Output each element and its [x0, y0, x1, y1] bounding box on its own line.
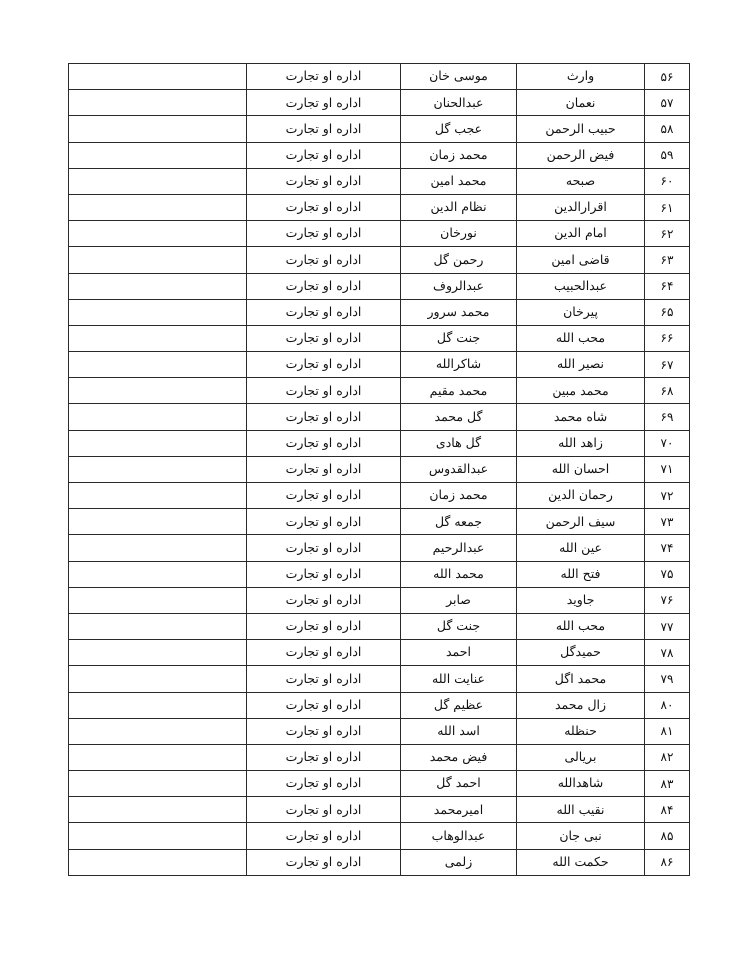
department-cell: اداره او تجارت	[247, 247, 401, 273]
table-row	[69, 378, 690, 404]
blank-cell	[69, 483, 247, 509]
department-cell: اداره او تجارت	[247, 404, 401, 430]
father-name-cell: نظام الدین	[401, 194, 517, 220]
name-cell: شاه محمد	[517, 404, 645, 430]
table-row	[69, 613, 690, 639]
blank-cell	[69, 194, 247, 220]
row-number-cell: ۸۳	[645, 771, 690, 797]
blank-cell	[69, 692, 247, 718]
father-name-cell: محمد زمان	[401, 483, 517, 509]
name-cell: حکمت الله	[517, 849, 645, 875]
father-name-cell: محمد الله	[401, 561, 517, 587]
row-number-cell: ۶۳	[645, 247, 690, 273]
father-name-cell: رحمن گل	[401, 247, 517, 273]
father-name-cell: محمد زمان	[401, 142, 517, 168]
table-row	[69, 823, 690, 849]
row-number-cell: ۸۲	[645, 744, 690, 770]
name-cell: صبحه	[517, 168, 645, 194]
blank-cell	[69, 640, 247, 666]
blank-cell	[69, 797, 247, 823]
table-row	[69, 744, 690, 770]
department-cell: اداره او تجارت	[247, 561, 401, 587]
row-number-cell: ۵۷	[645, 90, 690, 116]
name-cell: نقیب الله	[517, 797, 645, 823]
row-number-cell: ۶۱	[645, 194, 690, 220]
row-number-cell: ۸۴	[645, 797, 690, 823]
name-cell: بریالی	[517, 744, 645, 770]
blank-cell	[69, 613, 247, 639]
row-number-cell: ۷۳	[645, 509, 690, 535]
blank-cell	[69, 116, 247, 142]
blank-cell	[69, 430, 247, 456]
row-number-cell: ۷۴	[645, 535, 690, 561]
father-name-cell: عنایت الله	[401, 666, 517, 692]
blank-cell	[69, 535, 247, 561]
row-number-cell: ۷۵	[645, 561, 690, 587]
table-row	[69, 404, 690, 430]
department-cell: اداره او تجارت	[247, 325, 401, 351]
department-cell: اداره او تجارت	[247, 168, 401, 194]
blank-cell	[69, 378, 247, 404]
department-cell: اداره او تجارت	[247, 378, 401, 404]
father-name-cell: جمعه گل	[401, 509, 517, 535]
row-number-cell: ۸۱	[645, 718, 690, 744]
father-name-cell: جنت گل	[401, 613, 517, 639]
department-cell: اداره او تجارت	[247, 535, 401, 561]
father-name-cell: عجب گل	[401, 116, 517, 142]
table-row	[69, 483, 690, 509]
father-name-cell: صابر	[401, 587, 517, 613]
table-row	[69, 352, 690, 378]
row-number-cell: ۵۹	[645, 142, 690, 168]
table-row	[69, 142, 690, 168]
father-name-cell: فیض محمد	[401, 744, 517, 770]
row-number-cell: ۶۹	[645, 404, 690, 430]
blank-cell	[69, 849, 247, 875]
table-row	[69, 797, 690, 823]
name-cell: نعمان	[517, 90, 645, 116]
blank-cell	[69, 456, 247, 482]
table-row	[69, 666, 690, 692]
name-cell: محب الله	[517, 613, 645, 639]
blank-cell	[69, 718, 247, 744]
blank-cell	[69, 666, 247, 692]
father-name-cell: محمد مقیم	[401, 378, 517, 404]
department-cell: اداره او تجارت	[247, 509, 401, 535]
row-number-cell: ۶۴	[645, 273, 690, 299]
table-row	[69, 194, 690, 220]
blank-cell	[69, 352, 247, 378]
department-cell: اداره او تجارت	[247, 64, 401, 90]
table-row	[69, 718, 690, 744]
name-cell: محب الله	[517, 325, 645, 351]
name-cell: وارث	[517, 64, 645, 90]
father-name-cell: احمد گل	[401, 771, 517, 797]
name-cell: محمد اگل	[517, 666, 645, 692]
name-cell: نبی جان	[517, 823, 645, 849]
row-number-cell: ۷۲	[645, 483, 690, 509]
table-row	[69, 535, 690, 561]
name-cell: قاضی امین	[517, 247, 645, 273]
table-row	[69, 640, 690, 666]
name-cell: زاهد الله	[517, 430, 645, 456]
department-cell: اداره او تجارت	[247, 666, 401, 692]
department-cell: اداره او تجارت	[247, 273, 401, 299]
blank-cell	[69, 587, 247, 613]
name-cell: احسان الله	[517, 456, 645, 482]
table-row	[69, 325, 690, 351]
blank-cell	[69, 509, 247, 535]
table-row	[69, 247, 690, 273]
name-cell: سیف الرحمن	[517, 509, 645, 535]
row-number-cell: ۷۹	[645, 666, 690, 692]
father-name-cell: محمد سرور	[401, 299, 517, 325]
row-number-cell: ۸۵	[645, 823, 690, 849]
blank-cell	[69, 325, 247, 351]
name-cell: پیرخان	[517, 299, 645, 325]
table-row	[69, 509, 690, 535]
father-name-cell: نورخان	[401, 221, 517, 247]
department-cell: اداره او تجارت	[247, 849, 401, 875]
name-cell: جاوید	[517, 587, 645, 613]
row-number-cell: ۶۵	[645, 299, 690, 325]
table-row	[69, 221, 690, 247]
department-cell: اداره او تجارت	[247, 116, 401, 142]
department-cell: اداره او تجارت	[247, 142, 401, 168]
father-name-cell: موسی خان	[401, 64, 517, 90]
blank-cell	[69, 771, 247, 797]
name-cell: فیض الرحمن	[517, 142, 645, 168]
name-cell: عبدالحبیب	[517, 273, 645, 299]
department-cell: اداره او تجارت	[247, 483, 401, 509]
blank-cell	[69, 90, 247, 116]
table-row	[69, 299, 690, 325]
father-name-cell: زلمی	[401, 849, 517, 875]
name-cell: عین الله	[517, 535, 645, 561]
table-row	[69, 561, 690, 587]
table-row	[69, 771, 690, 797]
father-name-cell: عبدالحنان	[401, 90, 517, 116]
table-row	[69, 456, 690, 482]
father-name-cell: گل هادی	[401, 430, 517, 456]
department-cell: اداره او تجارت	[247, 430, 401, 456]
names-table	[68, 63, 690, 876]
name-cell: حمیدگل	[517, 640, 645, 666]
table-row	[69, 273, 690, 299]
blank-cell	[69, 273, 247, 299]
blank-cell	[69, 221, 247, 247]
father-name-cell: عبدالوهاب	[401, 823, 517, 849]
blank-cell	[69, 142, 247, 168]
row-number-cell: ۷۸	[645, 640, 690, 666]
father-name-cell: احمد	[401, 640, 517, 666]
father-name-cell: عبدالرحیم	[401, 535, 517, 561]
name-cell: حبیب الرحمن	[517, 116, 645, 142]
department-cell: اداره او تجارت	[247, 613, 401, 639]
father-name-cell: امیرمحمد	[401, 797, 517, 823]
father-name-cell: عبدالقدوس	[401, 456, 517, 482]
row-number-cell: ۷۰	[645, 430, 690, 456]
name-cell: شاهدالله	[517, 771, 645, 797]
department-cell: اداره او تجارت	[247, 194, 401, 220]
table-row	[69, 64, 690, 90]
table-row	[69, 90, 690, 116]
name-cell: فتح الله	[517, 561, 645, 587]
blank-cell	[69, 744, 247, 770]
table-row	[69, 116, 690, 142]
department-cell: اداره او تجارت	[247, 640, 401, 666]
row-number-cell: ۵۶	[645, 64, 690, 90]
department-cell: اداره او تجارت	[247, 299, 401, 325]
father-name-cell: شاکرالله	[401, 352, 517, 378]
father-name-cell: عظیم گل	[401, 692, 517, 718]
table-row	[69, 849, 690, 875]
row-number-cell: ۶۷	[645, 352, 690, 378]
blank-cell	[69, 823, 247, 849]
row-number-cell: ۵۸	[645, 116, 690, 142]
department-cell: اداره او تجارت	[247, 744, 401, 770]
department-cell: اداره او تجارت	[247, 587, 401, 613]
row-number-cell: ۷۱	[645, 456, 690, 482]
row-number-cell: ۸۰	[645, 692, 690, 718]
department-cell: اداره او تجارت	[247, 692, 401, 718]
department-cell: اداره او تجارت	[247, 771, 401, 797]
blank-cell	[69, 247, 247, 273]
row-number-cell: ۷۷	[645, 613, 690, 639]
row-number-cell: ۶۰	[645, 168, 690, 194]
department-cell: اداره او تجارت	[247, 90, 401, 116]
father-name-cell: عبدالروف	[401, 273, 517, 299]
name-cell: نصیر الله	[517, 352, 645, 378]
row-number-cell: ۸۶	[645, 849, 690, 875]
department-cell: اداره او تجارت	[247, 797, 401, 823]
table-row	[69, 587, 690, 613]
row-number-cell: ۷۶	[645, 587, 690, 613]
name-cell: زال محمد	[517, 692, 645, 718]
name-cell: امام الدین	[517, 221, 645, 247]
row-number-cell: ۶۲	[645, 221, 690, 247]
blank-cell	[69, 64, 247, 90]
father-name-cell: اسد الله	[401, 718, 517, 744]
department-cell: اداره او تجارت	[247, 221, 401, 247]
name-cell: رحمان الدین	[517, 483, 645, 509]
department-cell: اداره او تجارت	[247, 823, 401, 849]
table-row	[69, 692, 690, 718]
blank-cell	[69, 561, 247, 587]
father-name-cell: جنت گل	[401, 325, 517, 351]
father-name-cell: محمد امین	[401, 168, 517, 194]
row-number-cell: ۶۸	[645, 378, 690, 404]
name-cell: حنظله	[517, 718, 645, 744]
name-cell: اقرارالدین	[517, 194, 645, 220]
row-number-cell: ۶۶	[645, 325, 690, 351]
department-cell: اداره او تجارت	[247, 718, 401, 744]
department-cell: اداره او تجارت	[247, 456, 401, 482]
names-table-body	[69, 64, 690, 876]
blank-cell	[69, 299, 247, 325]
blank-cell	[69, 168, 247, 194]
father-name-cell: گل محمد	[401, 404, 517, 430]
department-cell: اداره او تجارت	[247, 352, 401, 378]
name-cell: محمد مبین	[517, 378, 645, 404]
blank-cell	[69, 404, 247, 430]
table-row	[69, 430, 690, 456]
table-row	[69, 168, 690, 194]
